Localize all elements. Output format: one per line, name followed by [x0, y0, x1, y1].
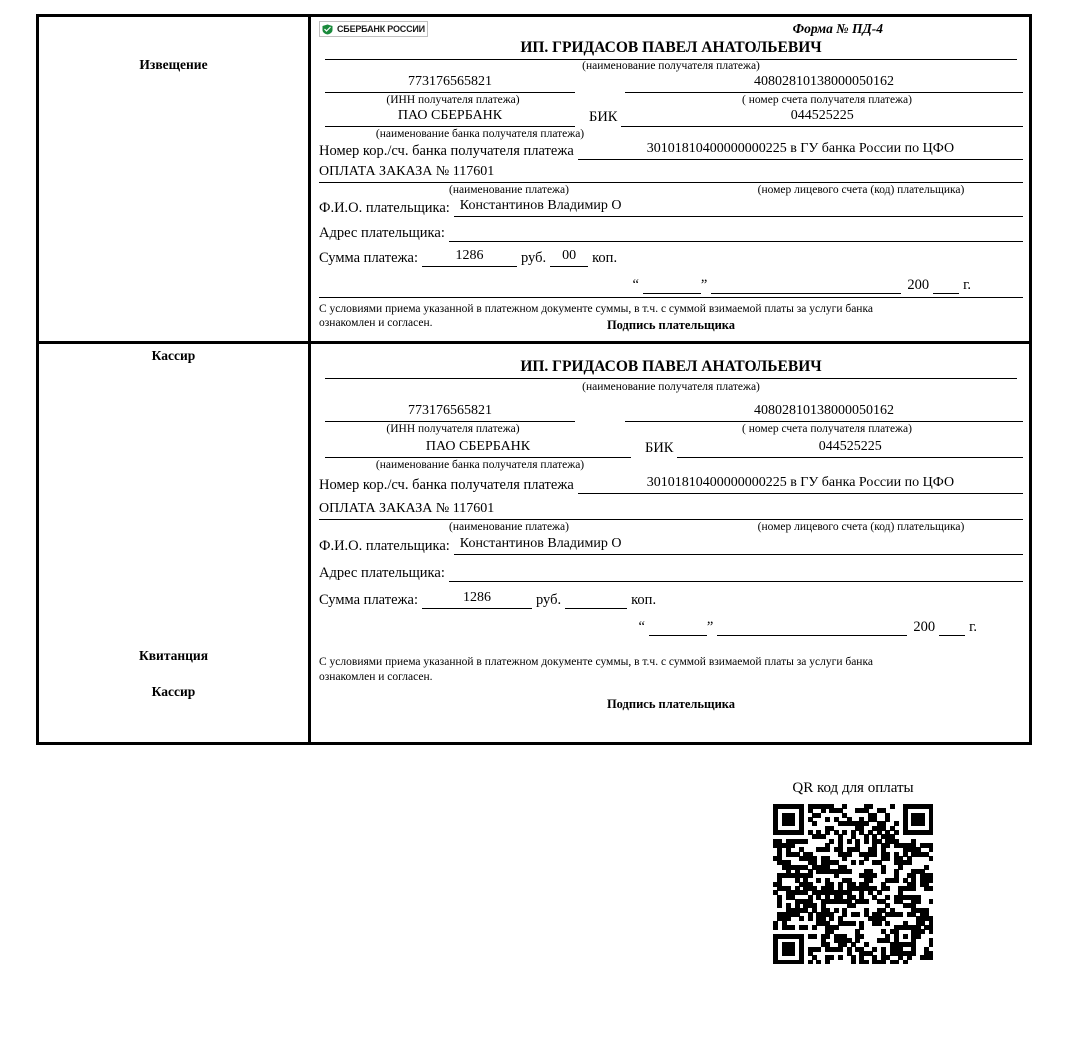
label-izveshenie: Извещение	[139, 57, 208, 72]
agreement-line1-bottom: С условиями приема указанной в платежном документе суммы, в т.ч. с суммой взимаемой платы за услуги банка	[319, 655, 873, 668]
qr-title: QR код для оплаты	[792, 780, 914, 796]
divider-top	[319, 297, 1023, 298]
bik-value-top: 044525225	[621, 108, 1023, 127]
sberbank-logo-text: СБЕРБАНК РОССИИ	[337, 24, 425, 34]
signature-label-bottom: Подпись плательщика	[606, 696, 736, 711]
account-value-bottom: 40802810138000050162	[625, 403, 1023, 422]
date-month-bottom	[717, 617, 907, 636]
recipient-name-top: ИП. ГРИДАСОВ ПАВЕЛ АНАТОЛЬЕВИЧ	[325, 39, 1017, 60]
caption-purpose-bottom: (наименование платежа)	[449, 520, 569, 533]
address-label-top: Адрес плательщика:	[319, 225, 445, 241]
year-suffix-bottom: г.	[969, 618, 977, 635]
label-kvitanciya: Квитанция	[138, 647, 209, 663]
date-quote-close-top: ”	[700, 277, 708, 293]
receipt-left-column	[39, 344, 311, 742]
agreement-line2-top: ознакомлен и согласен.	[319, 317, 433, 330]
corr-value-bottom: 30101810400000000225 в ГУ банка России по ЦФО	[578, 475, 1023, 494]
notice-section	[39, 17, 1029, 363]
account-value-top: 40802810138000050162	[625, 74, 1023, 93]
address-value-bottom	[449, 563, 1023, 582]
kop-word-bottom: коп.	[631, 591, 657, 608]
inn-value-top: 773176565821	[325, 74, 575, 93]
caption-purpose-top: (наименование платежа)	[449, 184, 569, 196]
payment-purpose-top: ОПЛАТА ЗАКАЗА № 117601	[319, 164, 699, 183]
date-day-bottom	[649, 617, 707, 636]
notice-left-column	[39, 17, 311, 363]
notice-right-column	[311, 17, 1029, 341]
corr-label-top: Номер кор./сч. банка получателя платежа	[319, 143, 574, 159]
address-value-top	[449, 223, 1023, 242]
sberbank-mark-icon	[321, 24, 334, 35]
caption-personal-account-top: (номер лицевого счета (код) плательщика)	[757, 184, 965, 196]
payer-name-top: Константинов Владимир О	[454, 198, 1023, 217]
sum-label-top: Сумма платежа:	[319, 250, 418, 266]
qr-code-image	[773, 804, 933, 964]
caption-bank-top: (наименование банка получателя платежа)	[375, 128, 585, 140]
signature-label-top: Подпись плательщика	[606, 317, 736, 332]
sberbank-logo	[319, 21, 428, 37]
caption-inn-top: (ИНН получателя платежа)	[386, 94, 520, 106]
caption-recipient-bottom: (наименование получателя платежа)	[582, 380, 760, 393]
date-quote-close-bottom: ”	[706, 618, 714, 635]
date-year-top	[933, 275, 959, 294]
payment-receipt	[36, 14, 1032, 745]
agreement-line2-bottom: ознакомлен и согласен.	[319, 670, 433, 683]
receipt-section	[39, 341, 1029, 742]
rub-word-top: руб.	[521, 250, 547, 266]
caption-account-bottom: ( номер счета получателя платежа)	[742, 422, 912, 435]
payer-name-bottom: Константинов Владимир О	[454, 536, 1023, 555]
caption-bank-bottom: (наименование банка получателя платежа)	[375, 458, 585, 471]
bik-label-top: БИК	[589, 109, 618, 125]
form-number: Форма № ПД-4	[792, 21, 883, 36]
date-year-bottom	[939, 617, 965, 636]
label-kassir-bottom: Кассир	[151, 683, 196, 699]
date-day-top	[643, 275, 701, 294]
agreement-line1-top: С условиями приема указанной в платежном документе суммы, в т.ч. с суммой взимаемой платы за услуги банка	[319, 303, 873, 315]
year-suffix-top: г.	[963, 277, 971, 293]
logo-bar	[319, 21, 1023, 37]
kop-word-top: коп.	[592, 250, 618, 266]
sum-kop-top: 00	[550, 248, 588, 267]
sum-kop-bottom	[565, 590, 627, 609]
corr-value-top: 30101810400000000225 в ГУ банка России по ЦФО	[578, 141, 1023, 160]
receipt-right-column	[311, 344, 1029, 742]
year-prefix-bottom: 200	[913, 618, 936, 635]
caption-inn-bottom: (ИНН получателя платежа)	[386, 422, 520, 435]
sum-rub-top: 1286	[422, 248, 517, 267]
bik-value-bottom: 044525225	[677, 439, 1023, 458]
recipient-name-bottom: ИП. ГРИДАСОВ ПАВЕЛ АНАТОЛЬЕВИЧ	[325, 358, 1017, 379]
date-quote-open-top: “	[632, 277, 639, 293]
sum-rub-bottom: 1286	[422, 590, 532, 609]
payer-label-top: Ф.И.О. плательщика:	[319, 200, 450, 216]
payment-purpose-bottom: ОПЛАТА ЗАКАЗА № 117601	[319, 501, 699, 520]
date-quote-open-bottom: “	[638, 618, 645, 635]
payer-label-bottom: Ф.И.О. плательщика:	[319, 537, 450, 554]
year-prefix-top: 200	[907, 277, 930, 293]
rub-word-bottom: руб.	[536, 591, 562, 608]
bik-label-bottom: БИК	[645, 439, 674, 456]
bank-name-bottom: ПАО СБЕРБАНК	[325, 439, 631, 458]
sum-label-bottom: Сумма платежа:	[319, 591, 418, 608]
caption-personal-account-bottom: (номер лицевого счета (код) плательщика)	[757, 520, 965, 533]
caption-recipient-top: (наименование получателя платежа)	[582, 60, 760, 72]
caption-account-top: ( номер счета получателя платежа)	[742, 94, 912, 106]
bank-name-top: ПАО СБЕРБАНК	[325, 108, 575, 127]
address-label-bottom: Адрес плательщика:	[319, 564, 445, 581]
qr-block	[763, 780, 943, 964]
personal-account-bottom	[699, 501, 1023, 520]
label-kassir-top: Кассир	[151, 348, 196, 363]
corr-label-bottom: Номер кор./сч. банка получателя платежа	[319, 476, 574, 493]
date-month-top	[711, 275, 901, 294]
personal-account-top	[699, 164, 1023, 183]
inn-value-bottom: 773176565821	[325, 403, 575, 422]
